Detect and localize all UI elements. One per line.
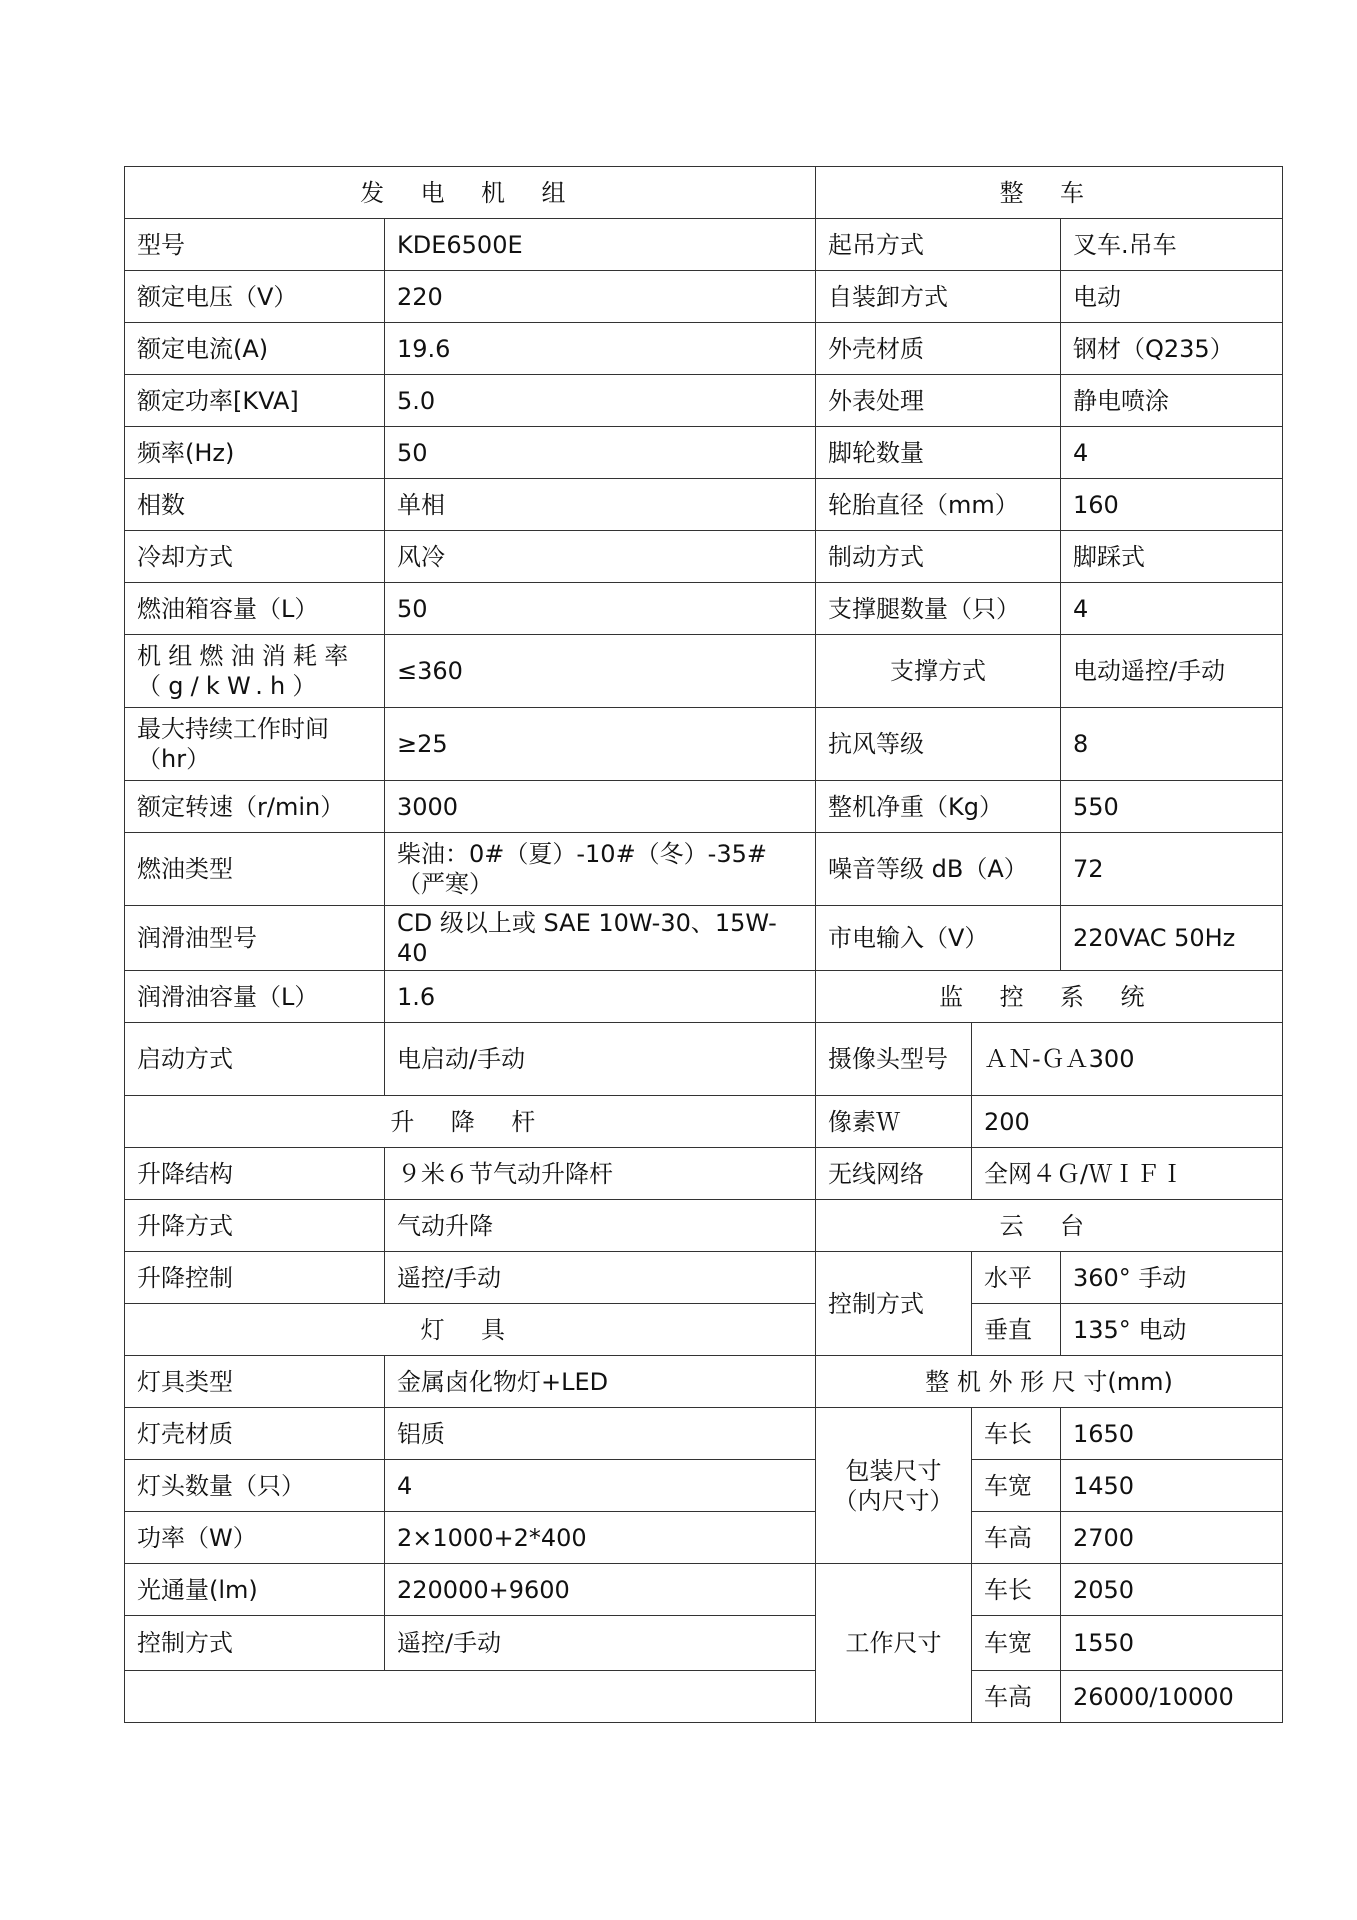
vehicle-value: 钢材（Q235） <box>1061 323 1283 375</box>
generator-label: 润滑油型号 <box>125 906 385 971</box>
generator-label: 机组燃油消耗率（g/kW.h） <box>125 635 385 708</box>
lamp-value: 铝质 <box>385 1408 816 1460</box>
generator-value: 风冷 <box>385 531 816 583</box>
mast-value: ９米６节气动升降杆 <box>385 1148 816 1200</box>
lamp-value: 220000+9600 <box>385 1564 816 1616</box>
generator-label: 额定转速（r/min） <box>125 781 385 833</box>
vehicle-value: 160 <box>1061 479 1283 531</box>
vehicle-value: 静电喷涂 <box>1061 375 1283 427</box>
dimension-label: 车高 <box>972 1671 1061 1723</box>
vehicle-value: 4 <box>1061 427 1283 479</box>
vehicle-value: 8 <box>1061 708 1283 781</box>
vehicle-value: 电动 <box>1061 271 1283 323</box>
dimension-label: 车宽 <box>972 1460 1061 1512</box>
dimension-value: 2700 <box>1061 1512 1283 1564</box>
lamps-section-header: 灯 具 <box>125 1304 816 1356</box>
lamp-label: 灯具类型 <box>125 1356 385 1408</box>
generator-value: 单相 <box>385 479 816 531</box>
vehicle-value: 电动遥控/手动 <box>1061 635 1283 708</box>
generator-value: 220 <box>385 271 816 323</box>
ptz-axis-label: 垂直 <box>972 1304 1061 1356</box>
mast-label: 升降控制 <box>125 1252 385 1304</box>
vehicle-label: 整机净重（Kg） <box>816 781 1061 833</box>
generator-value: 50 <box>385 427 816 479</box>
ptz-section-header: 云 台 <box>816 1200 1283 1252</box>
lamp-value: 4 <box>385 1460 816 1512</box>
monitoring-value: ＡＮ-ＧＡ300 <box>972 1023 1283 1096</box>
generator-label: 润滑油容量（L） <box>125 971 385 1023</box>
generator-label: 额定功率[KVA] <box>125 375 385 427</box>
monitoring-label: 摄像头型号 <box>816 1023 972 1096</box>
generator-label: 燃油箱容量（L） <box>125 583 385 635</box>
mast-label: 升降方式 <box>125 1200 385 1252</box>
ptz-axis-value: 135° 电动 <box>1061 1304 1283 1356</box>
vehicle-label: 起吊方式 <box>816 219 1061 271</box>
mast-value: 气动升降 <box>385 1200 816 1252</box>
lamp-label: 功率（W） <box>125 1512 385 1564</box>
dimensions-section-header: 整 机 外 形 尺 寸(mm) <box>816 1356 1283 1408</box>
dimension-value: 1550 <box>1061 1616 1283 1671</box>
lamp-label: 控制方式 <box>125 1616 385 1671</box>
generator-label: 燃油类型 <box>125 833 385 906</box>
generator-value: KDE6500E <box>385 219 816 271</box>
generator-value: ≥25 <box>385 708 816 781</box>
generator-label: 额定电压（V） <box>125 271 385 323</box>
vehicle-label: 轮胎直径（mm） <box>816 479 1061 531</box>
ptz-group-label: 控制方式 <box>816 1252 972 1356</box>
vehicle-value: 550 <box>1061 781 1283 833</box>
generator-section-header: 发 电 机 组 <box>125 167 816 219</box>
generator-label: 相数 <box>125 479 385 531</box>
monitoring-label: 像素Ｗ <box>816 1096 972 1148</box>
monitoring-label: 无线网络 <box>816 1148 972 1200</box>
vehicle-label: 支撑方式 <box>816 635 1061 708</box>
dimension-value: 26000/10000 <box>1061 1671 1283 1723</box>
vehicle-label: 自装卸方式 <box>816 271 1061 323</box>
working-size-group-label: 工作尺寸 <box>816 1564 972 1723</box>
vehicle-value: 叉车.吊车 <box>1061 219 1283 271</box>
generator-label: 频率(Hz) <box>125 427 385 479</box>
generator-value: 50 <box>385 583 816 635</box>
ptz-axis-value: 360° 手动 <box>1061 1252 1283 1304</box>
mast-value: 遥控/手动 <box>385 1252 816 1304</box>
generator-value: 5.0 <box>385 375 816 427</box>
vehicle-label: 支撑腿数量（只） <box>816 583 1061 635</box>
vehicle-value: 72 <box>1061 833 1283 906</box>
vehicle-label: 脚轮数量 <box>816 427 1061 479</box>
vehicle-label: 外表处理 <box>816 375 1061 427</box>
generator-value: 电启动/手动 <box>385 1023 816 1096</box>
dimension-label: 车长 <box>972 1564 1061 1616</box>
lamp-value: 金属卤化物灯+LED <box>385 1356 816 1408</box>
generator-label: 型号 <box>125 219 385 271</box>
dimension-value: 1450 <box>1061 1460 1283 1512</box>
lamp-label: 光通量(lm) <box>125 1564 385 1616</box>
vehicle-label: 噪音等级 dB（A） <box>816 833 1061 906</box>
vehicle-value: 脚踩式 <box>1061 531 1283 583</box>
mast-section-header: 升 降 杆 <box>125 1096 816 1148</box>
dimension-value: 1650 <box>1061 1408 1283 1460</box>
vehicle-label: 制动方式 <box>816 531 1061 583</box>
vehicle-label: 外壳材质 <box>816 323 1061 375</box>
monitoring-section-header: 监 控 系 统 <box>816 971 1283 1023</box>
generator-label: 额定电流(A) <box>125 323 385 375</box>
generator-value: 3000 <box>385 781 816 833</box>
lamp-label: 灯壳材质 <box>125 1408 385 1460</box>
dimension-value: 2050 <box>1061 1564 1283 1616</box>
vehicle-value: 4 <box>1061 583 1283 635</box>
generator-value: 1.6 <box>385 971 816 1023</box>
empty-cell <box>125 1671 816 1723</box>
lamp-label: 灯头数量（只） <box>125 1460 385 1512</box>
lamp-value: 2×1000+2*400 <box>385 1512 816 1564</box>
dimension-label: 车宽 <box>972 1616 1061 1671</box>
lamp-value: 遥控/手动 <box>385 1616 816 1671</box>
vehicle-label: 抗风等级 <box>816 708 1061 781</box>
mast-label: 升降结构 <box>125 1148 385 1200</box>
monitoring-value: 全网４Ｇ/ＷＩＦＩ <box>972 1148 1283 1200</box>
generator-value: 柴油：0#（夏）-10#（冬）-35#（严寒） <box>385 833 816 906</box>
generator-label: 冷却方式 <box>125 531 385 583</box>
vehicle-value: 220VAC 50Hz <box>1061 906 1283 971</box>
ptz-axis-label: 水平 <box>972 1252 1061 1304</box>
spec-table <box>124 166 1283 1723</box>
packing-size-group-label: 包装尺寸（内尺寸） <box>816 1408 972 1564</box>
generator-value: CD 级以上或 SAE 10W-30、15W-40 <box>385 906 816 971</box>
vehicle-label: 市电输入（V） <box>816 906 1061 971</box>
generator-label: 最大持续工作时间（hr） <box>125 708 385 781</box>
dimension-label: 车长 <box>972 1408 1061 1460</box>
monitoring-value: 200 <box>972 1096 1283 1148</box>
dimension-label: 车高 <box>972 1512 1061 1564</box>
generator-value: ≤360 <box>385 635 816 708</box>
generator-value: 19.6 <box>385 323 816 375</box>
generator-label: 启动方式 <box>125 1023 385 1096</box>
vehicle-section-header: 整 车 <box>816 167 1283 219</box>
